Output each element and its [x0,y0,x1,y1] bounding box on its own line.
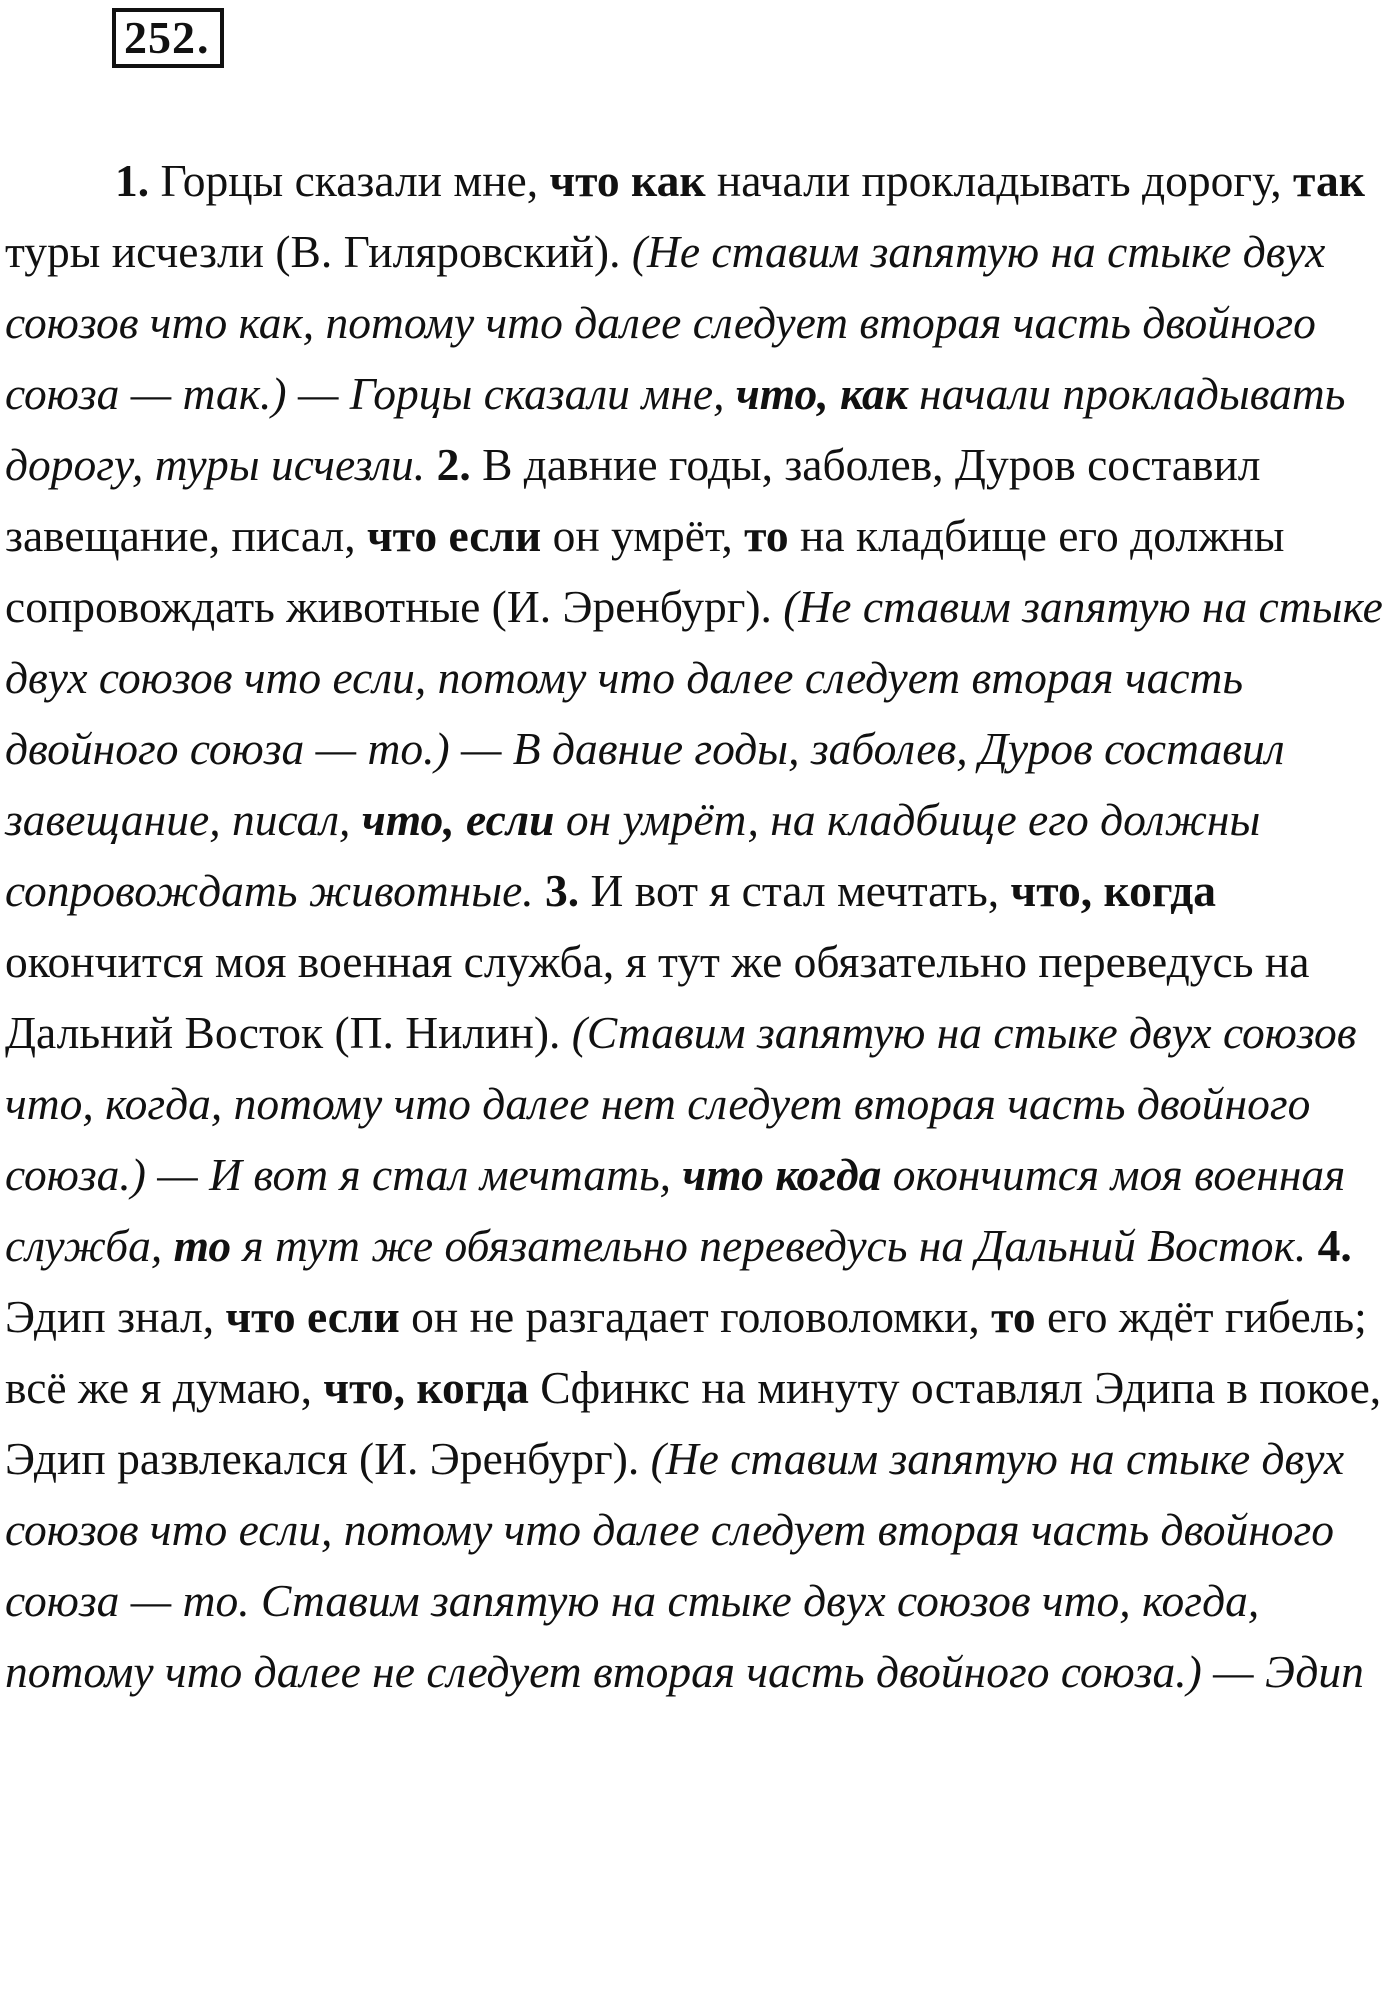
exercise-number-box [112,8,224,68]
bold-text: что если [366,510,542,561]
italic-comment: (Не ставим запятую на стыке двух союзов что если, потому что далее следует вторая часть двойного союза — то. Ставим запятую на стыке двух союзов что, когда, потому что далее не следует вторая часть двойного союза.) — Эдип [5,1433,1364,1697]
italic-comment: (Ставим запятую на стыке двух союзов что, когда, потому что далее нет следует вторая часть двойного союза.) — И вот я стал мечтать, [5,1007,1357,1200]
plain-text: на кладбище его должны сопровождать животные (И. Эренбург). [5,510,1285,632]
plain-text: начали прокладывать дорогу, [705,155,1294,206]
italic-comment: он умрёт, на кладбище его должны сопровождать животные. [5,794,1261,916]
bold-text: 2. [436,439,483,490]
bold-text: то [744,510,789,561]
plain-text: И вот я стал мечтать, [590,865,1011,916]
plain-text: Эдип знал, [5,1291,226,1342]
plain-text: Сфинкс на минуту оставлял Эдипа в покое, Эдип развлекался (И. Эренбург). [5,1362,1382,1484]
bold-text: так [1293,155,1365,206]
italic-comment: окончится моя военная служба, [5,1149,1346,1271]
bold-text: то [991,1291,1036,1342]
plain-text: он не разгадает головоломки, [399,1291,992,1342]
bold-italic-text: что, как [735,368,908,419]
plain-text: он умрёт, [541,510,745,561]
bold-italic-text: что когда [682,1149,882,1200]
exercise-answer-text [5,145,1390,1707]
bold-italic-text: что, если [361,794,555,845]
plain-text: Горцы сказали мне, [160,155,550,206]
bold-text: что, когда [1010,865,1216,916]
plain-text: его ждёт гибель; всё же я думаю, [5,1291,1367,1413]
bold-text: 1. [115,155,161,206]
italic-comment: (Не ставим запятую на стыке двух союзов что как, потому что далее следует вторая часть двойного союза — так.) — Горцы сказали мне, [5,226,1326,419]
bold-text: что если [225,1291,400,1342]
bold-text: что, когда [323,1362,529,1413]
exercise-number: 252 [124,12,196,63]
italic-comment: я тут же обязательно переведусь на Дальний Восток. [231,1220,1318,1271]
exercise-number-dot: . [197,12,210,63]
italic-comment: начали прокладывать дорогу, туры исчезли. [5,368,1346,490]
bold-text: 3. [545,865,591,916]
bold-text: 4. [1317,1220,1352,1271]
plain-text: В давние годы, заболев, Дуров составил завещание, писал, [5,439,1261,561]
italic-comment: (Не ставим запятую на стыке двух союзов что если, потому что далее следует вторая часть двойного союза — то.) — В давние годы, заболев, Дуров составил завещание, писал, [5,581,1383,845]
plain-text: окончится моя военная служба, я тут же обязательно переведусь на Дальний Восток (П. Нилин). [5,936,1310,1058]
plain-text: туры исчезли (В. Гиляровский). [5,226,632,277]
bold-text: что как [549,155,706,206]
bold-italic-text: то [173,1220,232,1271]
